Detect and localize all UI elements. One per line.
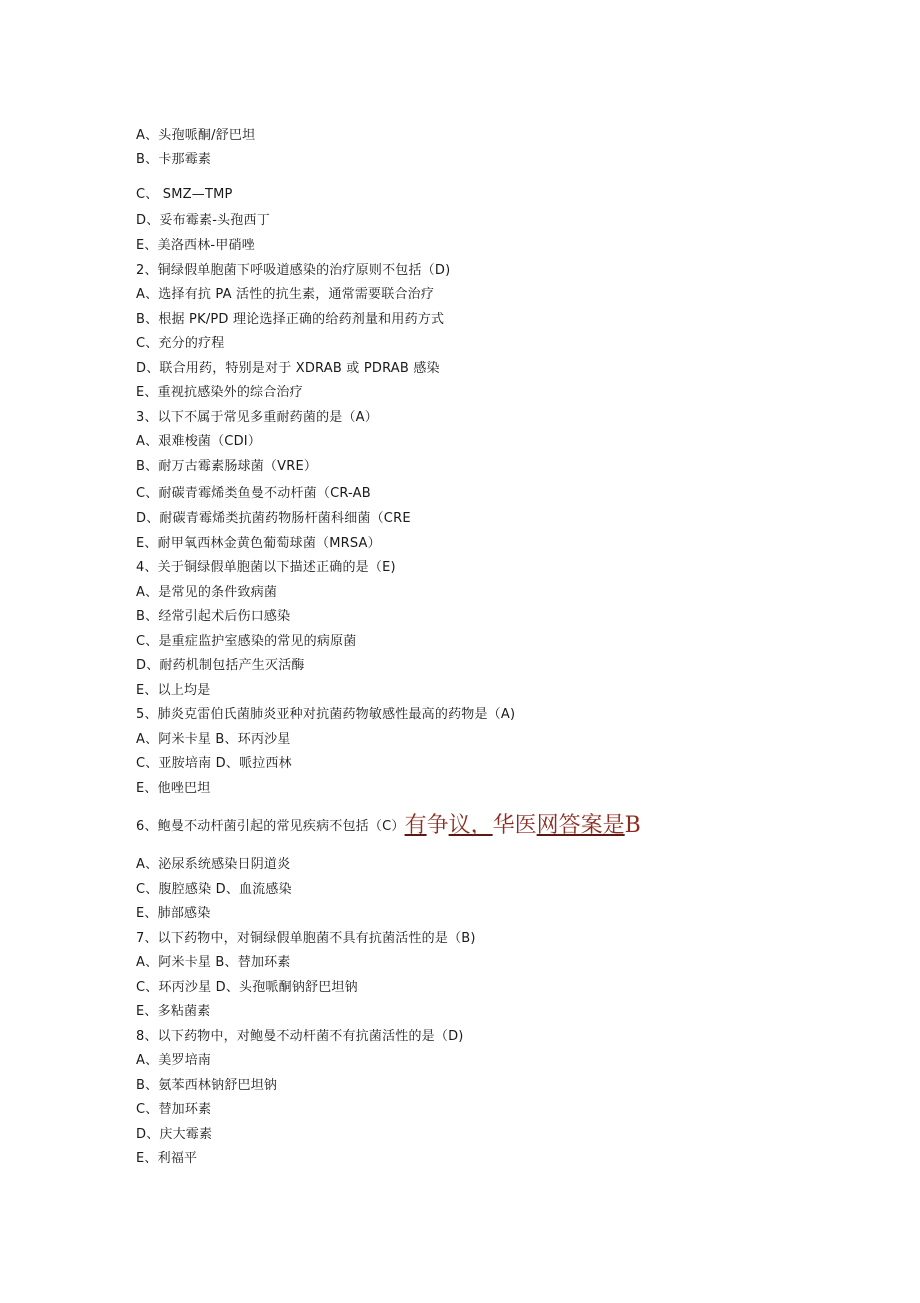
option-line: C、替加环素	[136, 1102, 212, 1117]
option-line: A、阿米卡星 B、替加环素	[136, 955, 291, 970]
option-line: C、是重症监护室感染的常见的病原菌	[136, 634, 357, 649]
option-line: E、耐甲氧西林金黄色葡萄球菌（MRSA）	[136, 536, 381, 551]
question-text: 6、鲍曼不动杆菌引起的常见疾病不包括（C）	[136, 819, 405, 834]
option-line: E、美洛西林-甲硝唑	[136, 238, 255, 253]
question-line-with-annotation	[136, 815, 641, 836]
option-line: E、肺部感染	[136, 906, 211, 921]
option-line: D、庆大霉素	[136, 1127, 213, 1142]
option-line: C、亚胺培南 D、哌拉西林	[136, 756, 292, 771]
question-line: 5、肺炎克雷伯氏菌肺炎亚种对抗菌药物敏感性最高的药物是（A)	[136, 707, 516, 722]
option-line: B、卡那霉素	[136, 152, 212, 167]
option-line: D、耐碳青霉烯类抗菌药物肠杆菌科细菌（CRE	[136, 511, 411, 526]
option-line: B、经常引起术后伤口感染	[136, 609, 291, 624]
option-line: A、美罗培南	[136, 1053, 212, 1068]
option-line: B、耐万古霉素肠球菌（VRE）	[136, 459, 318, 474]
option-line: A、阿米卡星 B、环丙沙星	[136, 732, 291, 747]
option-line: C、耐碳青霉烯类鱼曼不动杆菌（CR-AB	[136, 486, 371, 501]
question-line: 4、关于铜绿假单胞菌以下描述正确的是（E)	[136, 560, 396, 575]
option-line: A、泌尿系统感染日阴道炎	[136, 857, 291, 872]
question-line: 7、以下药物中，对铜绿假单胞菌不具有抗菌活性的是（B)	[136, 931, 476, 946]
option-line: A、是常见的条件致病菌	[136, 585, 278, 600]
option-line: E、以上均是	[136, 683, 211, 698]
option-line: E、他唑巴坦	[136, 781, 211, 796]
option-line: B、氨苯西林钠舒巴坦钠	[136, 1078, 278, 1093]
option-line: E、多粘菌素	[136, 1004, 211, 1019]
option-line: C、 SMZ—TMP	[136, 187, 233, 202]
handwritten-annotation: 有争议，华医网答案是B	[404, 813, 641, 838]
option-line: A、头孢哌酮/舒巴坦	[136, 128, 256, 143]
option-line: E、重视抗感染外的综合治疗	[136, 385, 303, 400]
option-line: C、充分的疗程	[136, 336, 225, 351]
option-line: E、利福平	[136, 1151, 198, 1166]
option-line: A、选择有抗 PA 活性的抗生素，通常需要联合治疗	[136, 287, 435, 302]
option-line: D、联合用药，特别是对于 XDRAB 或 PDRAB 感染	[136, 361, 440, 376]
option-line: C、腹腔感染 D、血流感染	[136, 882, 292, 897]
option-line: D、妥布霉素-头孢西丁	[136, 213, 270, 228]
question-line: 8、以下药物中，对鲍曼不动杆菌不有抗菌活性的是（D)	[136, 1029, 464, 1044]
option-line: D、耐药机制包括产生灭活酶	[136, 658, 305, 673]
option-line: C、环丙沙星 D、头孢哌酮钠舒巴坦钠	[136, 980, 358, 995]
option-line: B、根据 PK/PD 理论选择正确的给药剂量和用药方式	[136, 312, 445, 327]
option-line: A、艰难梭菌（CDI）	[136, 434, 262, 449]
question-line: 3、以下不属于常见多重耐药菌的是（A）	[136, 410, 378, 425]
question-line: 2、铜绿假单胞菌下呼吸道感染的治疗原则不包括（D)	[136, 263, 451, 278]
